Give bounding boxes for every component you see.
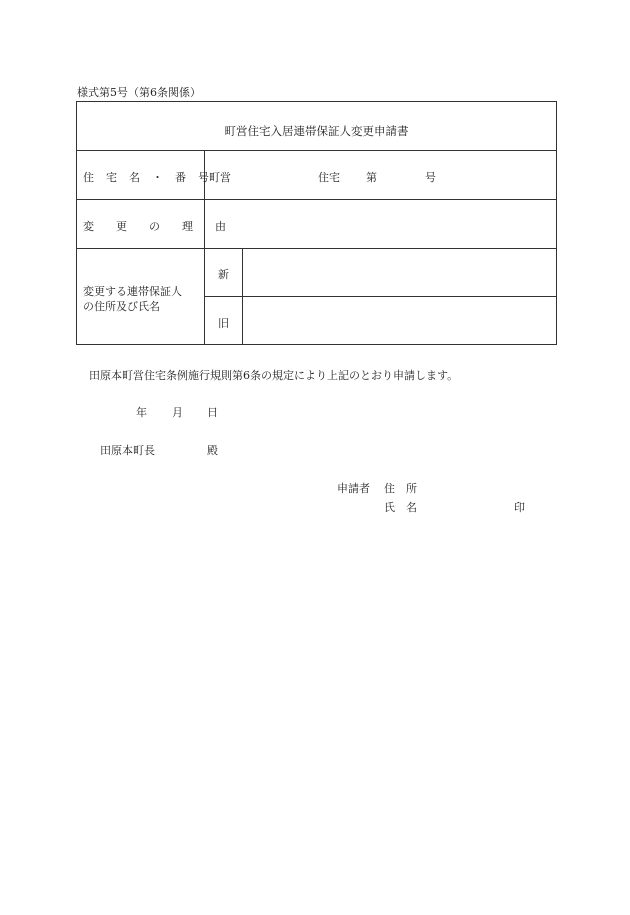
addressee-honorific: 殿 (207, 444, 218, 457)
application-table (76, 101, 557, 345)
seal-label: 印 (514, 501, 525, 514)
table-divider (204, 296, 556, 297)
residence-prefix: 町営 (209, 171, 231, 184)
guarantor-old-label: 旧 (218, 317, 229, 330)
addressee-name: 田原本町長 (100, 444, 155, 457)
applicant-address-label: 住 所 (384, 482, 417, 495)
date-year-label: 年 (136, 406, 147, 419)
table-divider (77, 150, 556, 151)
applicant-name-label: 氏 名 (384, 501, 417, 514)
residence-go: 号 (425, 171, 436, 184)
residence-dai: 第 (366, 171, 377, 184)
residence-middle: 住宅 (318, 171, 340, 184)
form-number: 様式第5号（第6条関係） (77, 86, 201, 99)
table-column-divider (242, 248, 243, 344)
applicant-label: 申請者 (337, 482, 370, 495)
date-day-label: 日 (207, 406, 218, 419)
guarantor-new-label: 新 (218, 268, 229, 281)
residence-label: 住 宅 名 ・ 番 号 (83, 171, 210, 184)
reason-label: 変 更 の 理 由 (83, 220, 226, 233)
statement: 田原本町営住宅条例施行規則第6条の規定により上記のとおり申請します。 (89, 369, 459, 382)
table-divider (77, 199, 556, 200)
guarantor-label-line2: の住所及び氏名 (83, 300, 160, 313)
form-title: 町営住宅入居連帯保証人変更申請書 (224, 124, 409, 138)
guarantor-label-line1: 変更する連帯保証人 (83, 285, 182, 298)
table-divider (77, 248, 556, 249)
date-month-label: 月 (172, 406, 183, 419)
